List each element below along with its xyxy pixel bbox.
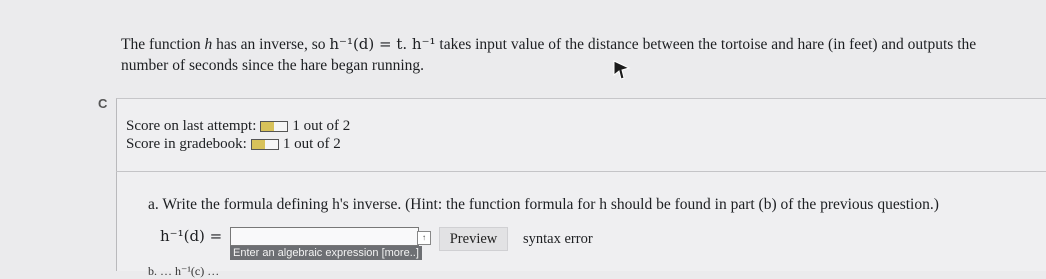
section-divider xyxy=(116,171,1046,172)
intro-function-name: h xyxy=(204,36,213,53)
score-gradebook-bar xyxy=(251,139,279,150)
syntax-status: syntax error xyxy=(523,231,593,247)
score-last-attempt-label: Score on last attempt: xyxy=(126,118,257,134)
intro-formula: h⁻¹(d) = t. h⁻¹ xyxy=(329,35,436,53)
intro-text-mid: has an inverse, so xyxy=(216,36,326,53)
question-part-a: a. Write the formula defining h's inverse. (Hint: the function formula for h should be found in part (b) of the previous question.) xyxy=(148,196,939,213)
score-gradebook-value: 1 out of 2 xyxy=(282,136,341,152)
intro-text-after: takes input value of the distance between the tortoise and hare (in feet) and outputs the number of seconds since the hare began running. xyxy=(121,36,977,74)
score-last-attempt xyxy=(126,117,350,135)
math-editor-icon[interactable]: ↑ xyxy=(417,231,431,245)
answer-label: h⁻¹(d) = xyxy=(160,227,223,245)
answer-hint[interactable]: Enter an algebraic expression [more..] xyxy=(230,246,422,260)
score-gradebook-fill xyxy=(252,140,265,149)
next-question-partial: b. … h⁻¹(c) … xyxy=(148,264,220,278)
score-last-attempt-value: 1 out of 2 xyxy=(292,118,351,134)
intro-text-before: The function xyxy=(121,36,201,53)
score-gradebook-label: Score in gradebook: xyxy=(126,136,247,152)
score-panel xyxy=(126,117,350,153)
score-gradebook xyxy=(126,135,350,153)
answer-input[interactable] xyxy=(230,227,419,246)
c-icon[interactable]: C xyxy=(98,96,108,111)
preview-button[interactable]: Preview xyxy=(439,227,508,251)
score-last-attempt-bar xyxy=(260,121,288,132)
score-last-attempt-fill xyxy=(261,122,274,131)
question-intro xyxy=(121,34,1001,76)
mouse-pointer-icon xyxy=(612,59,632,81)
